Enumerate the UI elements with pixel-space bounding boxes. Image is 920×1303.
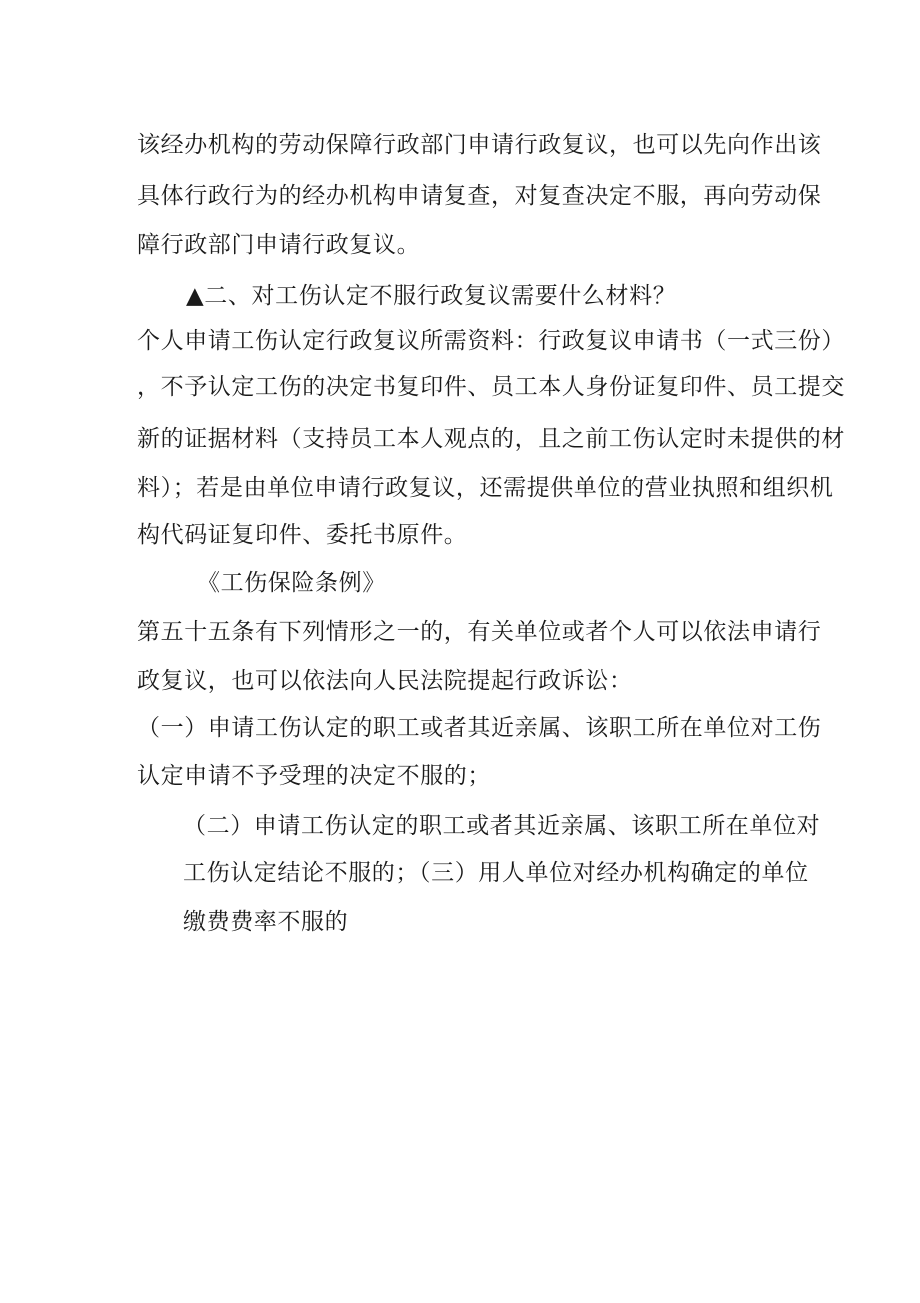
article-55-line-1: 第五十五条有下列情形之一的，有关单位或者个人可以依法申请行 [137, 619, 822, 645]
paragraph-2-line-5: 构代码证复印件、委托书原件。 [137, 522, 468, 548]
paragraph-1-line-2: 具体行政行为的经办机构申请复查，对复查决定不服，再向劳动保 [137, 183, 822, 209]
section-heading: ▲二、对工伤认定不服行政复议需要什么材料？ [186, 283, 677, 309]
paragraph-2-line-2: ，不予认定工伤的决定书复印件、员工本人身份证复印件、员工提交 [137, 374, 845, 400]
law-title: 《工伤保险条例》 [197, 570, 386, 596]
item-1-line-1: （一）申请工伤认定的职工或者其近亲属、该职工所在单位对工伤 [137, 715, 822, 741]
paragraph-2-line-3: 新的证据材料（支持员工本人观点的，且之前工伤认定时未提供的材 [137, 426, 845, 452]
paragraph-2-line-1: 个人申请工伤认定行政复议所需资料：行政复议申请书（一式三份） [137, 328, 845, 354]
paragraph-2-line-4: 料）；若是由单位申请行政复议，还需提供单位的营业执照和组织机 [137, 475, 834, 501]
paragraph-1-line-1: 该经办机构的劳动保障行政部门申请行政复议，也可以先向作出该 [137, 132, 822, 158]
item-2-line-2: 工伤认定结论不服的；（三）用人单位对经办机构确定的单位 [183, 860, 809, 886]
item-2-line-1: （二）申请工伤认定的职工或者其近亲属、该职工所在单位对 [183, 813, 821, 839]
item-1-line-2: 认定申请不予受理的决定不服的； [137, 763, 491, 789]
article-55-line-2: 政复议，也可以依法向人民法院提起行政诉讼： [137, 668, 633, 694]
item-3-line-1: 缴费费率不服的 [183, 909, 349, 935]
paragraph-1-line-3: 障行政部门申请行政复议。 [137, 232, 421, 258]
